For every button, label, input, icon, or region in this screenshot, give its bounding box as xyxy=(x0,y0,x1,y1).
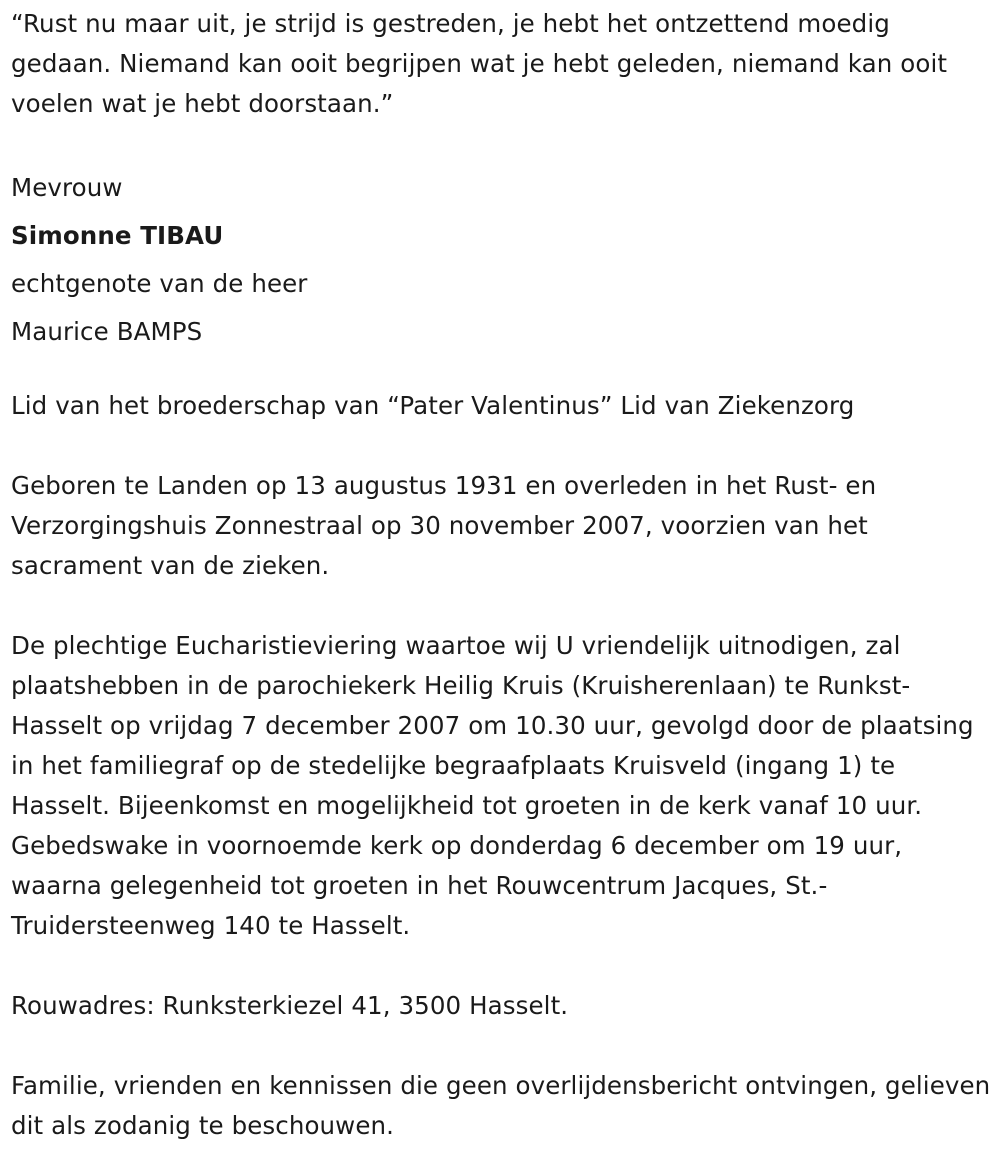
birth-death-text: Geboren te Landen op 13 augustus 1931 en overleden in het Rust- en Verzorgingshuis Zonnestraal op 30 november 2007, voorzien van het sacrament van de zieken. xyxy=(11,471,877,580)
salutation: Mevrouw xyxy=(11,173,123,202)
spacer xyxy=(11,124,991,164)
opening-quote: “Rust nu maar uit, je strijd is gestreden, je hebt het ontzettend moedig gedaan. Niemand kan ooit begrijpen wat je hebt geleden, niemand kan ooit voelen wat je hebt doorstaan.” xyxy=(11,9,948,118)
spacer xyxy=(11,426,991,466)
spacer xyxy=(11,586,991,626)
deceased-name: Simonne TIBAU xyxy=(11,221,224,250)
mourning-address: Rouwadres: Runksterkiezel 41, 3500 Hasselt. xyxy=(11,991,569,1020)
membership-text: Lid van het broederschap van “Pater Valentinus” Lid van Ziekenzorg xyxy=(11,391,855,420)
relation-text: echtgenote van de heer xyxy=(11,269,308,298)
closing-text: Familie, vrienden en kennissen die geen overlijdensbericht ontvingen, gelieven dit als zodanig te beschouwen. xyxy=(11,1071,991,1140)
spacer xyxy=(11,356,991,386)
spacer xyxy=(11,946,991,986)
ceremony-text: De plechtige Eucharistieviering waartoe wij U vriendelijk uitnodigen, zal plaatshebben in de parochiekerk Heilig Kruis (Kruisherenlaan) te Runkst-Hasselt op vrijdag 7 december 2007 om 10.30 uur, gevolgd door de plaatsing in het familiegraf op de stedelijke begraafplaats Kruisveld (ingang 1) te Hasselt. Bijeenkomst en mogelijkheid tot groeten in de kerk vanaf 10 uur. Gebedswake in voornoemde kerk op donderdag 6 december om 19 uur, waarna gelegenheid tot groeten in het Rouwcentrum Jacques, St.-Truidersteenweg 140 te Hasselt. xyxy=(11,631,974,940)
obituary-notice xyxy=(11,4,991,1146)
spouse-name: Maurice BAMPS xyxy=(11,317,203,346)
spacer xyxy=(11,1026,991,1066)
